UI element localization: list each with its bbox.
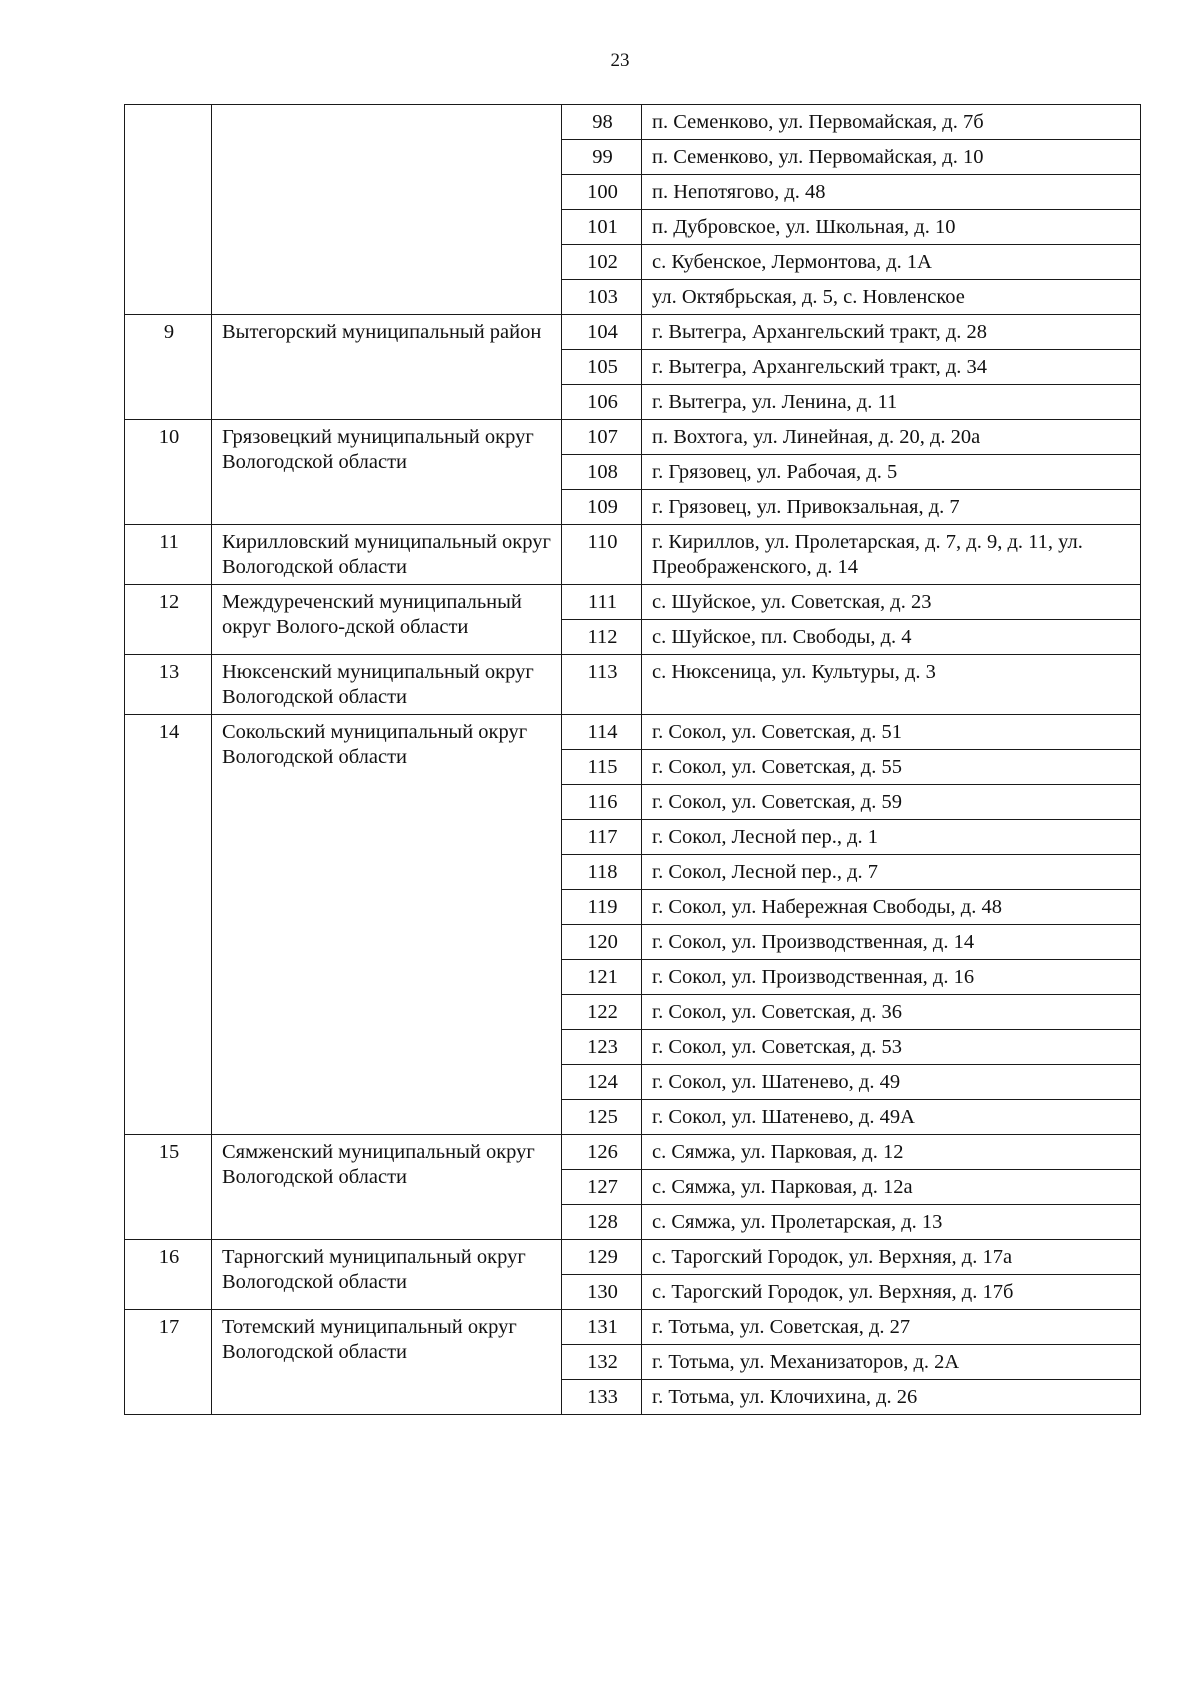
address-number-cell: 108	[562, 455, 642, 490]
table-row	[125, 715, 1141, 750]
address-number-cell: 130	[562, 1275, 642, 1310]
address-cell: с. Сямжа, ул. Парковая, д. 12	[642, 1135, 1141, 1170]
address-cell: с. Шуйское, ул. Советская, д. 23	[642, 585, 1141, 620]
address-number-cell: 115	[562, 750, 642, 785]
address-cell: п. Семенково, ул. Первомайская, д. 7б	[642, 105, 1141, 140]
address-cell: с. Сямжа, ул. Парковая, д. 12а	[642, 1170, 1141, 1205]
address-cell: г. Кириллов, ул. Пролетарская, д. 7, д. 9, д. 11, ул. Преображенского, д. 14	[642, 525, 1141, 585]
district-number-cell: 10	[125, 420, 212, 525]
address-number-cell: 123	[562, 1030, 642, 1065]
district-number-cell: 16	[125, 1240, 212, 1310]
address-table-body	[125, 105, 1141, 1415]
table-row	[125, 315, 1141, 350]
district-name-cell: Сокольский муниципальный округ Вологодской области	[212, 715, 562, 1135]
address-cell: г. Сокол, Лесной пер., д. 1	[642, 820, 1141, 855]
address-number-cell: 98	[562, 105, 642, 140]
district-number-cell: 11	[125, 525, 212, 585]
address-cell: г. Сокол, ул. Советская, д. 36	[642, 995, 1141, 1030]
district-name-cell: Кирилловский муниципальный округ Вологодской области	[212, 525, 562, 585]
district-number-cell: 9	[125, 315, 212, 420]
address-number-cell: 110	[562, 525, 642, 585]
address-number-cell: 111	[562, 585, 642, 620]
address-cell: с. Тарогский Городок, ул. Верхняя, д. 17б	[642, 1275, 1141, 1310]
address-number-cell: 120	[562, 925, 642, 960]
address-number-cell: 114	[562, 715, 642, 750]
address-cell: г. Сокол, ул. Советская, д. 55	[642, 750, 1141, 785]
address-cell: с. Нюксеница, ул. Культуры, д. 3	[642, 655, 1141, 715]
table-row	[125, 1310, 1141, 1345]
address-number-cell: 118	[562, 855, 642, 890]
address-number-cell: 125	[562, 1100, 642, 1135]
address-number-cell: 119	[562, 890, 642, 925]
address-number-cell: 106	[562, 385, 642, 420]
address-cell: с. Шуйское, пл. Свободы, д. 4	[642, 620, 1141, 655]
address-cell: г. Сокол, ул. Шатенево, д. 49А	[642, 1100, 1141, 1135]
address-number-cell: 107	[562, 420, 642, 455]
address-cell: г. Сокол, ул. Советская, д. 53	[642, 1030, 1141, 1065]
address-number-cell: 124	[562, 1065, 642, 1100]
address-number-cell: 101	[562, 210, 642, 245]
address-number-cell: 126	[562, 1135, 642, 1170]
district-number-cell: 13	[125, 655, 212, 715]
address-cell: п. Семенково, ул. Первомайская, д. 10	[642, 140, 1141, 175]
address-cell: п. Дубровское, ул. Школьная, д. 10	[642, 210, 1141, 245]
address-cell: г. Сокол, ул. Советская, д. 59	[642, 785, 1141, 820]
address-number-cell: 100	[562, 175, 642, 210]
table-row	[125, 105, 1141, 140]
address-cell: п. Непотягово, д. 48	[642, 175, 1141, 210]
district-name-cell: Тарногский муниципальный округ Вологодской области	[212, 1240, 562, 1310]
district-name-cell: Грязовецкий муниципальный округ Вологодской области	[212, 420, 562, 525]
district-name-cell: Вытегорский муниципальный район	[212, 315, 562, 420]
address-number-cell: 99	[562, 140, 642, 175]
address-number-cell: 116	[562, 785, 642, 820]
district-number-cell: 14	[125, 715, 212, 1135]
address-number-cell: 131	[562, 1310, 642, 1345]
address-number-cell: 104	[562, 315, 642, 350]
address-cell: п. Вохтога, ул. Линейная, д. 20, д. 20а	[642, 420, 1141, 455]
address-cell: ул. Октябрьская, д. 5, с. Новленское	[642, 280, 1141, 315]
page-number: 23	[610, 50, 630, 71]
address-number-cell: 127	[562, 1170, 642, 1205]
table-row	[125, 585, 1141, 620]
address-number-cell: 121	[562, 960, 642, 995]
address-cell: г. Вытегра, Архангельский тракт, д. 34	[642, 350, 1141, 385]
address-table	[124, 104, 1141, 1415]
address-cell: с. Сямжа, ул. Пролетарская, д. 13	[642, 1205, 1141, 1240]
district-name-cell: Тотемский муниципальный округ Вологодской области	[212, 1310, 562, 1415]
address-number-cell: 109	[562, 490, 642, 525]
address-cell: г. Сокол, Лесной пер., д. 7	[642, 855, 1141, 890]
address-number-cell: 113	[562, 655, 642, 715]
address-cell: г. Сокол, ул. Производственная, д. 14	[642, 925, 1141, 960]
address-cell: с. Тарогский Городок, ул. Верхняя, д. 17а	[642, 1240, 1141, 1275]
address-cell: г. Сокол, ул. Производственная, д. 16	[642, 960, 1141, 995]
address-number-cell: 103	[562, 280, 642, 315]
district-name-cell: Нюксенский муниципальный округ Вологодской области	[212, 655, 562, 715]
district-name-cell	[212, 105, 562, 315]
table-row	[125, 655, 1141, 715]
district-number-cell: 12	[125, 585, 212, 655]
table-row	[125, 525, 1141, 585]
table-row	[125, 420, 1141, 455]
address-cell: г. Тотьма, ул. Советская, д. 27	[642, 1310, 1141, 1345]
address-cell: с. Кубенское, Лермонтова, д. 1А	[642, 245, 1141, 280]
address-cell: г. Тотьма, ул. Механизаторов, д. 2А	[642, 1345, 1141, 1380]
address-cell: г. Грязовец, ул. Привокзальная, д. 7	[642, 490, 1141, 525]
address-number-cell: 132	[562, 1345, 642, 1380]
district-name-cell: Междуреченский муниципальный округ Волого-дской области	[212, 585, 562, 655]
district-name-cell: Сямженский муниципальный округ Вологодской области	[212, 1135, 562, 1240]
address-number-cell: 128	[562, 1205, 642, 1240]
address-cell: г. Вытегра, ул. Ленина, д. 11	[642, 385, 1141, 420]
address-number-cell: 129	[562, 1240, 642, 1275]
address-number-cell: 133	[562, 1380, 642, 1415]
address-number-cell: 112	[562, 620, 642, 655]
district-number-cell	[125, 105, 212, 315]
address-number-cell: 105	[562, 350, 642, 385]
address-cell: г. Вытегра, Архангельский тракт, д. 28	[642, 315, 1141, 350]
address-cell: г. Грязовец, ул. Рабочая, д. 5	[642, 455, 1141, 490]
address-cell: г. Тотьма, ул. Клочихина, д. 26	[642, 1380, 1141, 1415]
table-row	[125, 1240, 1141, 1275]
address-number-cell: 102	[562, 245, 642, 280]
table-row	[125, 1135, 1141, 1170]
address-cell: г. Сокол, ул. Советская, д. 51	[642, 715, 1141, 750]
address-number-cell: 117	[562, 820, 642, 855]
district-number-cell: 17	[125, 1310, 212, 1415]
address-cell: г. Сокол, ул. Набережная Свободы, д. 48	[642, 890, 1141, 925]
district-number-cell: 15	[125, 1135, 212, 1240]
address-cell: г. Сокол, ул. Шатенево, д. 49	[642, 1065, 1141, 1100]
address-number-cell: 122	[562, 995, 642, 1030]
